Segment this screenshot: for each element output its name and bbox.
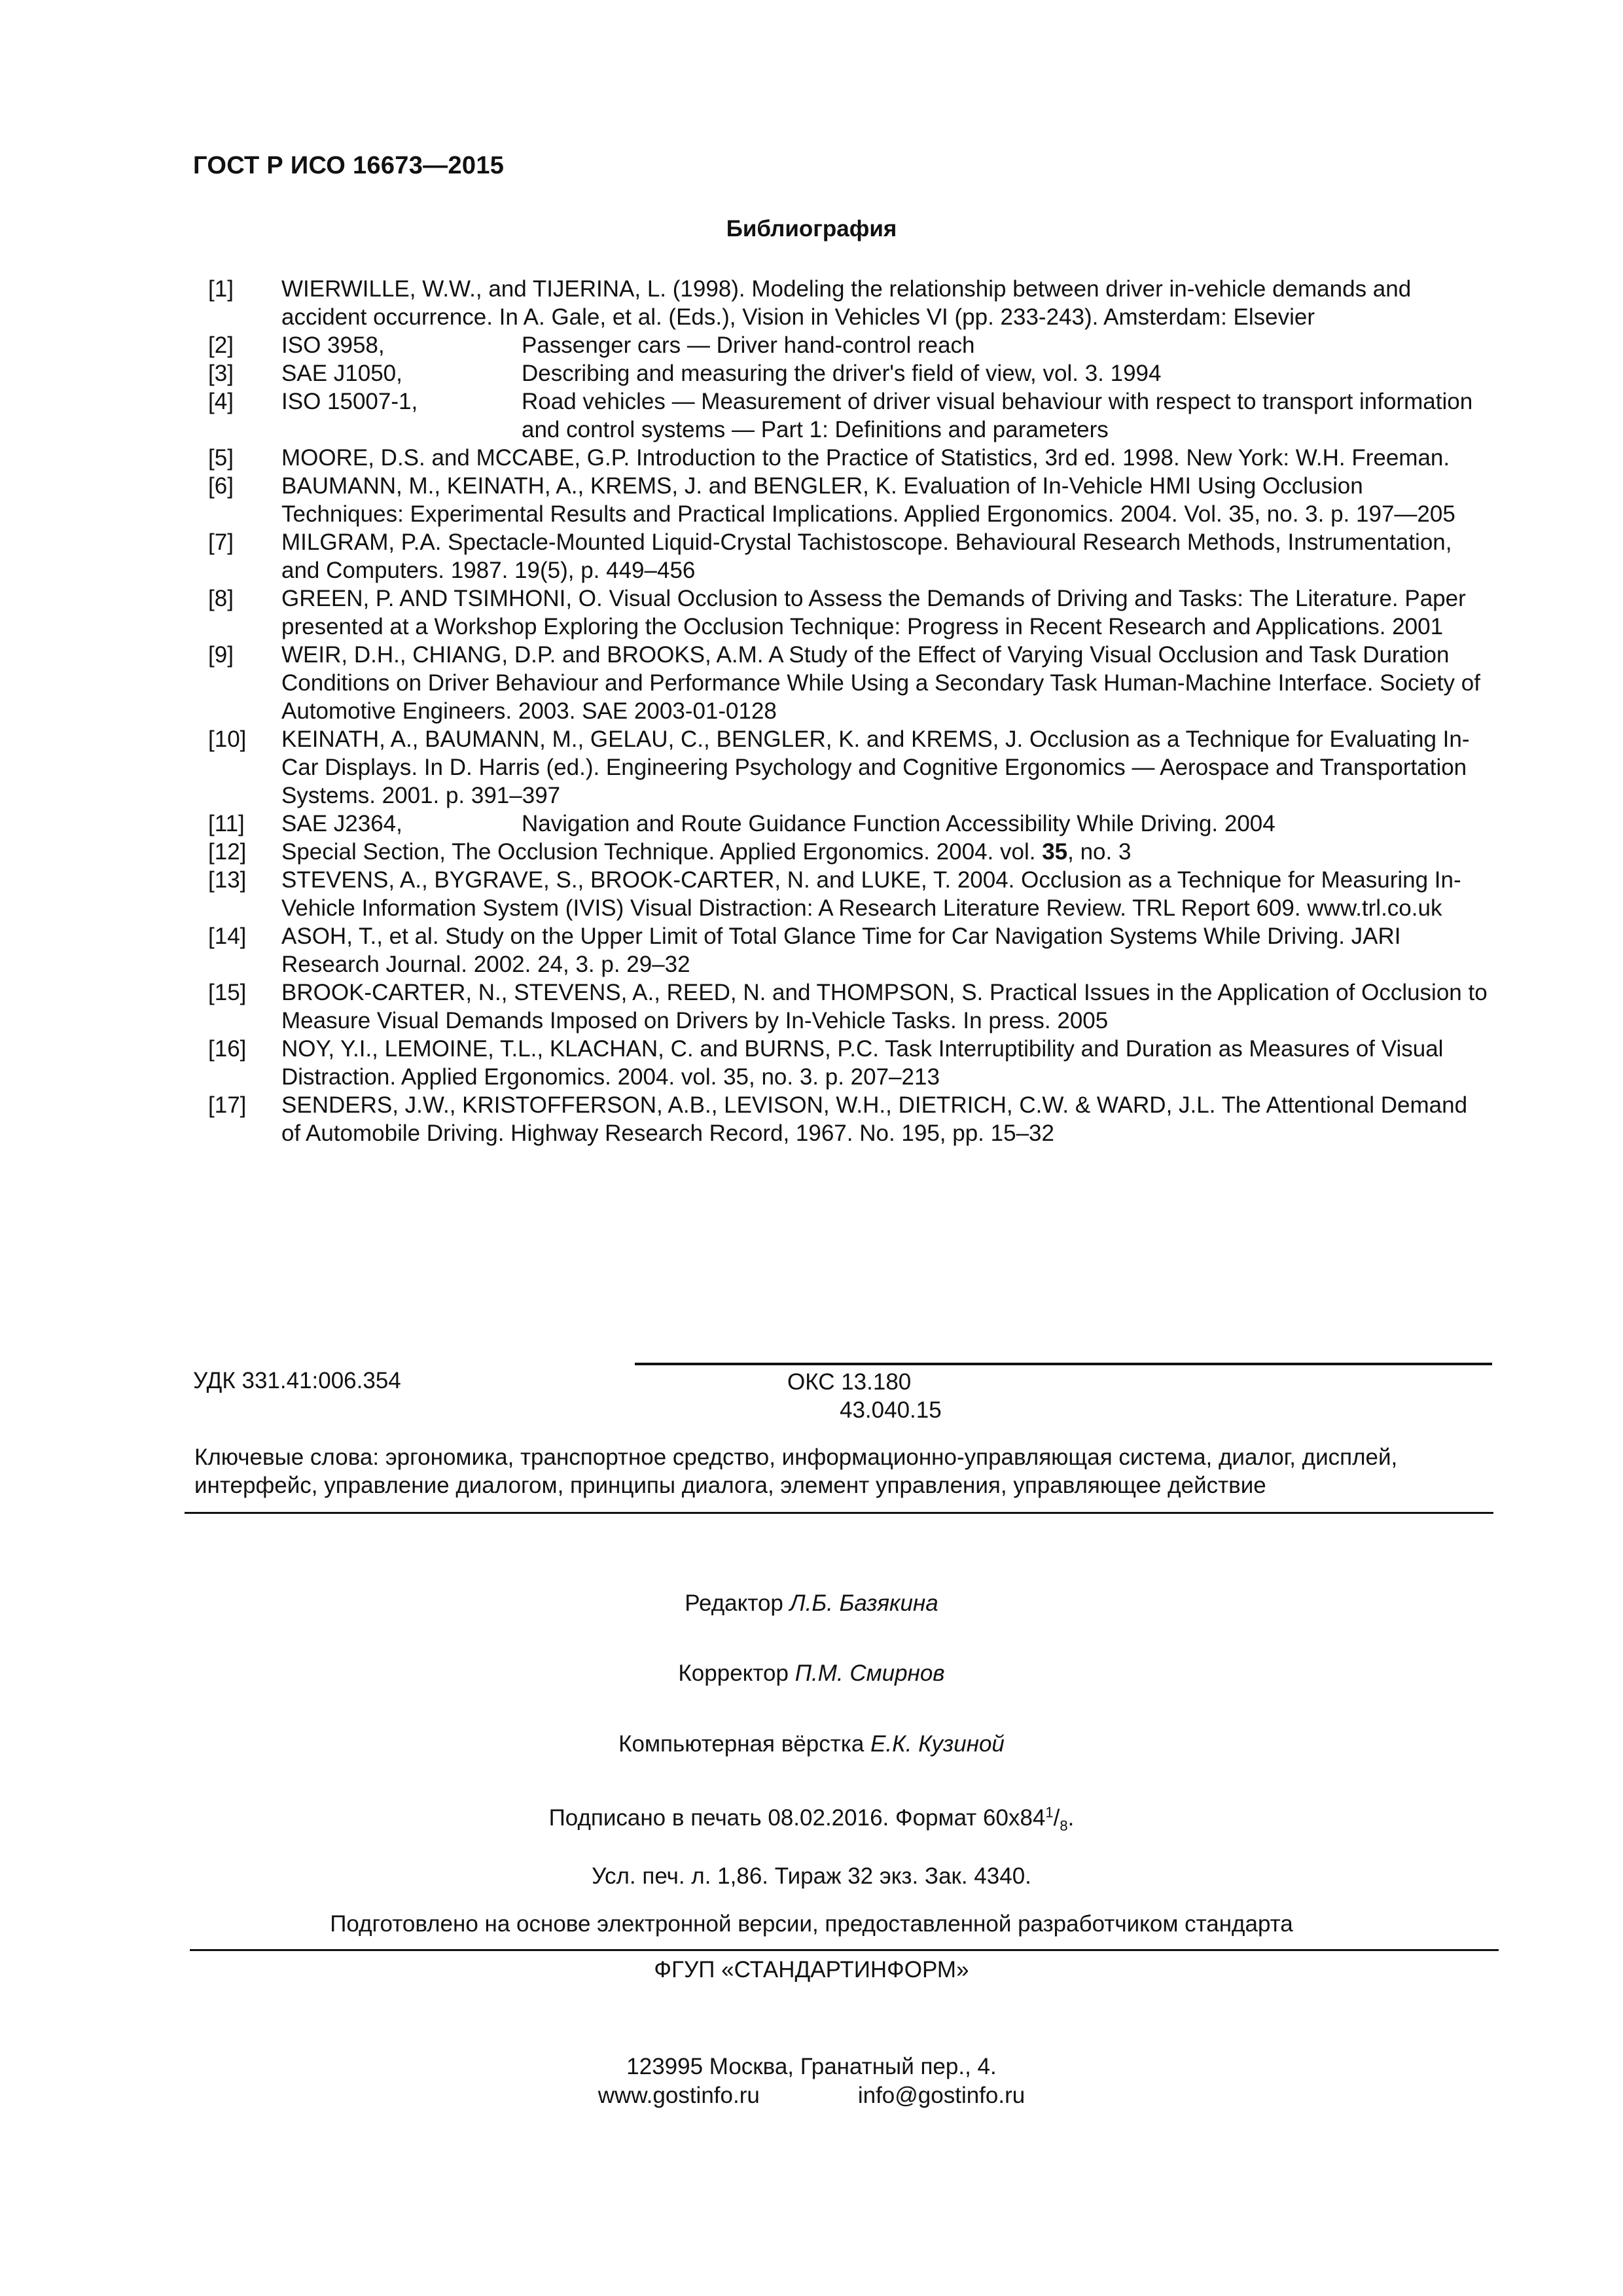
- reference-item: [208, 331, 1491, 359]
- reference-number: [17]: [208, 1092, 247, 1118]
- publisher: ФГУП «СТАНДАРТИНФОРМ»: [654, 1957, 969, 1982]
- standard-designation: ГОСТ Р ИСО 16673—2015: [193, 152, 505, 179]
- reference-text: Passenger cars — Driver hand-control reach: [522, 332, 975, 358]
- reference-text: WIERWILLE, W.W., and TIJERINA, L. (1998). Modeling the relationship between driver in-vehicle demands and accident occurrence. In A. Gale, et al. (Eds.), Vision in Vehicles VI (pp. 233-243). Amsterdam: Elsevier: [281, 276, 1412, 330]
- reference-text: Navigation and Route Guidance Function Accessibility While Driving. 2004: [522, 811, 1275, 836]
- reference-item: [208, 978, 1491, 1035]
- reference-number: [6]: [208, 473, 234, 499]
- reference-number: [2]: [208, 332, 234, 358]
- reference-number: [9]: [208, 642, 234, 668]
- volume-number: 35: [1042, 839, 1068, 865]
- divider-line: [185, 1512, 1493, 1514]
- reference-item: [208, 725, 1491, 810]
- oks-code: [787, 1368, 942, 1424]
- reference-number: [14]: [208, 924, 247, 949]
- corrector-line: Корректор П.М. Смирнов: [678, 1660, 945, 1686]
- reference-text: MOORE, D.S. and MCCABE, G.P. Introduction to the Practice of Statistics, 3rd ed. 1998. New York: W.H. Freeman.: [281, 445, 1450, 471]
- divider-line: [190, 1949, 1499, 1951]
- keywords: Ключевые слова: эргономика, транспортное средство, информационно-управляющая система, диалог, дисплей, интерфейс, управление диалогом, принципы диалога, элемент управления, управляющее действие: [194, 1444, 1398, 1498]
- reference-item: [208, 1091, 1491, 1147]
- reference-text: ASOH, T., et al. Study on the Upper Limit of Total Glance Time for Car Navigation Systems While Driving. JARI Research Journal. 2002. 24, 3. p. 29–32: [281, 924, 1401, 977]
- bibliography-title: Библиография: [726, 216, 897, 242]
- layout-line: Компьютерная вёрстка Е.К. Кузиной: [618, 1731, 1005, 1757]
- reference-number: [3]: [208, 361, 234, 386]
- oks-line-1: ОКС 13.180: [787, 1369, 912, 1395]
- reference-text: BAUMANN, M., KEINATH, A., KREMS, J. and BENGLER, K. Evaluation of In-Vehicle HMI Using Occlusion Techniques: Experimental Results and Practical Implications. Applied Ergonomics. 2004. Vol. 35, no. 3. p. 197—205: [281, 473, 1455, 527]
- reference-item: [208, 444, 1491, 472]
- reference-list: [208, 275, 1491, 1147]
- reference-item: [208, 641, 1491, 725]
- reference-item: [208, 275, 1491, 331]
- reference-item: [208, 922, 1491, 978]
- reference-text: NOY, Y.I., LEMOINE, T.L., KLACHAN, C. and BURNS, P.C. Task Interruptibility and Duration as Measures of Visual Distraction. Applied Ergonomics. 2004. vol. 35, no. 3. p. 207–213: [281, 1036, 1444, 1090]
- reference-number: [7]: [208, 529, 234, 555]
- reference-text: MILGRAM, P.A. Spectacle-Mounted Liquid-Crystal Tachistoscope. Behavioural Research Methods, Instrumentation, and Computers. 1987. 19(5), p. 449–456: [281, 529, 1452, 583]
- publisher-contacts: [0, 2053, 1623, 2110]
- reference-number: [11]: [208, 811, 245, 836]
- reference-code: SAE J1050,: [281, 361, 402, 386]
- reference-item: [208, 584, 1491, 641]
- reference-number: [1]: [208, 276, 234, 302]
- reference-number: [10]: [208, 726, 247, 752]
- reference-code: ISO 15007-1,: [281, 389, 418, 414]
- reference-item: [208, 810, 1491, 838]
- website-link[interactable]: www.gostinfo.ru: [597, 2083, 760, 2108]
- reference-text: STEVENS, A., BYGRAVE, S., BROOK-CARTER, N. and LUKE, T. 2004. Occlusion as a Technique for Measuring In-Vehicle Information System (IVIS) Visual Distraction: A Research Literature Review. TRL Report 609. www.trl.co.uk: [281, 867, 1461, 921]
- reference-number: [15]: [208, 980, 247, 1005]
- oks-line-2: 43.040.15: [840, 1397, 942, 1423]
- udk-code: УДК 331.41:006.354: [193, 1368, 401, 1393]
- editor-name: Л.Б. Базякина: [789, 1590, 938, 1616]
- reference-number: [13]: [208, 867, 247, 893]
- reference-number: [8]: [208, 586, 234, 611]
- reference-text: Special Section, The Occlusion Technique. Applied Ergonomics. 2004. vol. 35, no. 3: [281, 839, 1132, 865]
- layout-name: Е.К. Кузиной: [870, 1731, 1005, 1757]
- reference-text: Describing and measuring the driver's field of view, vol. 3. 1994: [522, 361, 1162, 386]
- reference-item: [208, 838, 1491, 866]
- reference-number: [12]: [208, 839, 247, 865]
- reference-text: KEINATH, A., BAUMANN, M., GELAU, C., BENGLER, K. and KREMS, J. Occlusion as a Technique for Evaluating In-Car Displays. In D. Harris (ed.). Engineering Psychology and Cognitive Ergonomics — Aerospace and Transportation Systems. 2001. p. 391–397: [281, 726, 1470, 808]
- reference-number: [5]: [208, 445, 234, 471]
- reference-item: [208, 359, 1491, 387]
- corrector-name: П.М. Смирнов: [794, 1660, 945, 1686]
- prepared-note: Подготовлено на основе электронной версии, предоставленной разработчиком стандарта: [330, 1911, 1293, 1937]
- reference-text: Road vehicles — Measurement of driver visual behaviour with respect to transport information and control systems — Part 1: Definitions and parameters: [522, 389, 1473, 442]
- signed-line: Подписано в печать 08.02.2016. Формат $60x84^1/_8$.: [548, 1804, 1075, 1834]
- reference-code: ISO 3958,: [281, 332, 385, 358]
- reference-text: SENDERS, J.W., KRISTOFFERSON, A.B., LEVISON, W.H., DIETRICH, C.W. & WARD, J.L. The Attentional Demand of Automobile Driving. Highway Research Record, 1967. No. 195, pp. 15–32: [281, 1092, 1468, 1146]
- reference-item: [208, 1035, 1491, 1091]
- reference-text: BROOK-CARTER, N., STEVENS, A., REED, N. and THOMPSON, S. Practical Issues in the Application of Occlusion to Measure Visual Demands Imposed on Drivers by In-Vehicle Tasks. In press. 2005: [281, 980, 1488, 1033]
- reference-code: SAE J2364,: [281, 811, 402, 836]
- editor-line: Редактор Л.Б. Базякина: [685, 1590, 938, 1616]
- email-link[interactable]: info@gostinfo.ru: [857, 2083, 1026, 2108]
- reference-item: [208, 387, 1491, 444]
- reference-item: [208, 472, 1491, 528]
- reference-item: [208, 528, 1491, 584]
- reference-text: GREEN, P. AND TSIMHONI, O. Visual Occlusion to Assess the Demands of Driving and Tasks: The Literature. Paper presented at a Workshop Exploring the Occlusion Technique: Progress in Recent Research and Applications. 2001: [281, 586, 1466, 639]
- print-info: Усл. печ. л. 1,86. Тираж 32 экз. Зак. 4340.: [592, 1863, 1031, 1889]
- divider-line: [635, 1363, 1492, 1365]
- reference-number: [16]: [208, 1036, 247, 1062]
- reference-item: [208, 866, 1491, 922]
- reference-text: WEIR, D.H., CHIANG, D.P. and BROOKS, A.M. A Study of the Effect of Varying Visual Occlusion and Task Duration Conditions on Driver Behaviour and Performance While Using a Secondary Task Human-Machine Interface. Society of Automotive Engineers. 2003. SAE 2003-01-0128: [281, 642, 1480, 724]
- address: 123995 Москва, Гранатный пер., 4.: [626, 2054, 997, 2079]
- reference-number: [4]: [208, 389, 234, 414]
